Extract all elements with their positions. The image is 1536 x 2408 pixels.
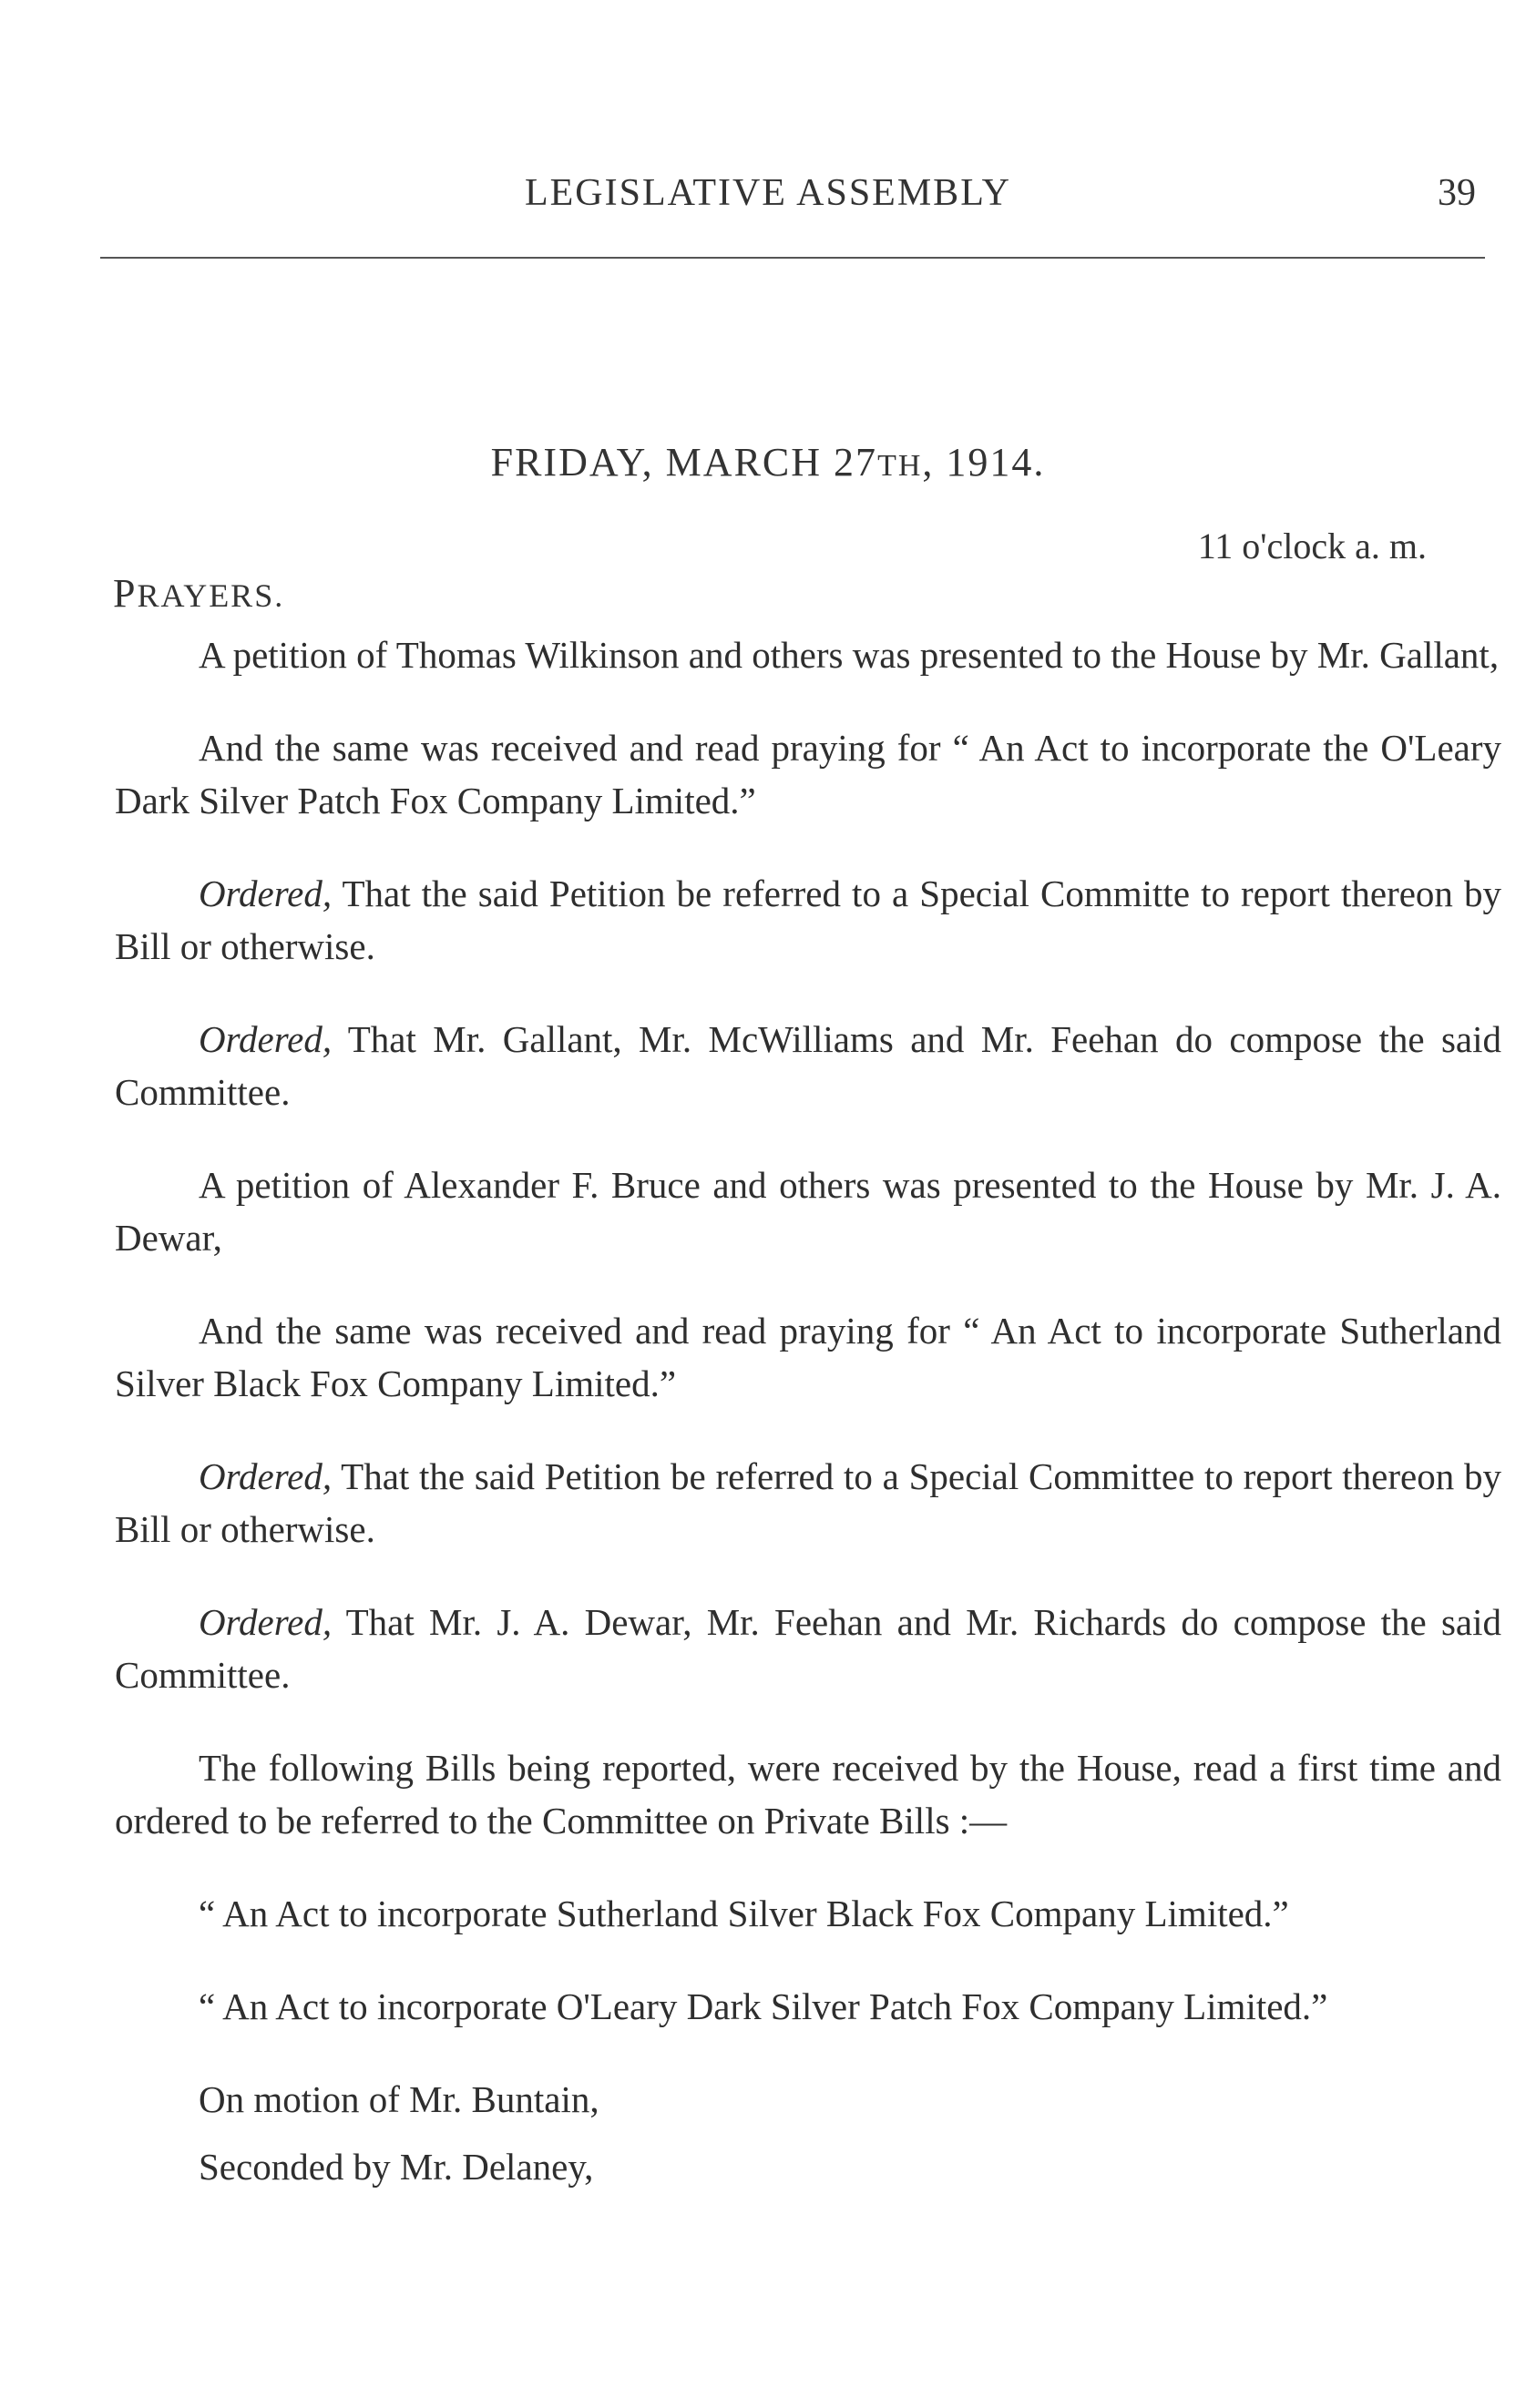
paragraph-text: A petition of Thomas Wilkinson and others was presented to the House by Mr. Gallant, [199, 634, 1500, 676]
motion-line [115, 2073, 1501, 2126]
paragraph-text: The following Bills being reported, were received by the House, read a first time and ordered to be referred to the Committee on Private Bills :— [115, 1747, 1501, 1842]
paragraph [115, 628, 1501, 681]
prayers-heading [113, 570, 284, 617]
running-header-title: LEGISLATIVE ASSEMBLY [525, 172, 1011, 214]
paragraph [115, 1741, 1501, 1847]
prayers-rest: RAYERS. [137, 577, 285, 614]
seconder-line [115, 2140, 1501, 2193]
date-heading [0, 439, 1536, 485]
paragraph-text: That Mr. J. A. Dewar, Mr. Feehan and Mr. Richards do compose the said Committee. [115, 1601, 1501, 1696]
sitting-time: 11 o'clock a. m. [1197, 525, 1427, 566]
page-number: 39 [1438, 172, 1476, 214]
paragraph [115, 1596, 1501, 1701]
prayers-cap: P [113, 571, 138, 616]
paragraph-text: “ An Act to incorporate Sutherland Silver Black Fox Company Limited.” [199, 1893, 1289, 1934]
paragraph [115, 721, 1501, 827]
paragraph-text: Seconded by Mr. Delaney, [199, 2146, 594, 2188]
paragraph-text: “ An Act to incorporate O'Leary Dark Silver Patch Fox Company Limited.” [199, 1985, 1328, 2027]
bill-title [115, 1980, 1501, 2033]
ordered-lead: Ordered, [199, 872, 333, 914]
header-rule [100, 257, 1485, 259]
paragraph [115, 1304, 1501, 1410]
paragraph-text: A petition of Alexander F. Bruce and others was presented to the House by Mr. J. A. Dewar, [115, 1164, 1501, 1259]
paragraph [115, 867, 1501, 973]
ordered-lead: Ordered, [199, 1455, 333, 1497]
paragraph-text: And the same was received and read praying for “ An Act to incorporate Sutherland Silver Black Fox Company Limited.” [115, 1310, 1501, 1404]
paragraph-text: On motion of Mr. Buntain, [199, 2078, 599, 2120]
paragraph [115, 1013, 1501, 1118]
paragraph [115, 1158, 1501, 1264]
bill-title [115, 1887, 1501, 1940]
journal-body [115, 628, 1501, 2208]
paragraph-text: That Mr. Gallant, Mr. McWilliams and Mr. Feehan do compose the said Committee. [115, 1018, 1501, 1113]
ordered-lead: Ordered, [199, 1601, 333, 1643]
date-heading-year: , 1914. [922, 440, 1046, 485]
paragraph-text: And the same was received and read praying for “ An Act to incorporate the O'Leary Dark Silver Patch Fox Company Limited.” [115, 727, 1501, 821]
paragraph [115, 1450, 1501, 1556]
paragraph-text: That the said Petition be referred to a Special Committee to report thereon by Bill or otherwise. [115, 1455, 1501, 1550]
date-heading-ordinal: TH [877, 449, 923, 483]
paragraph-text: That the said Petition be referred to a Special Committe to report thereon by Bill or otherwise. [115, 872, 1501, 967]
ordered-lead: Ordered, [199, 1018, 333, 1060]
date-heading-main: FRIDAY, MARCH 27 [490, 440, 878, 485]
